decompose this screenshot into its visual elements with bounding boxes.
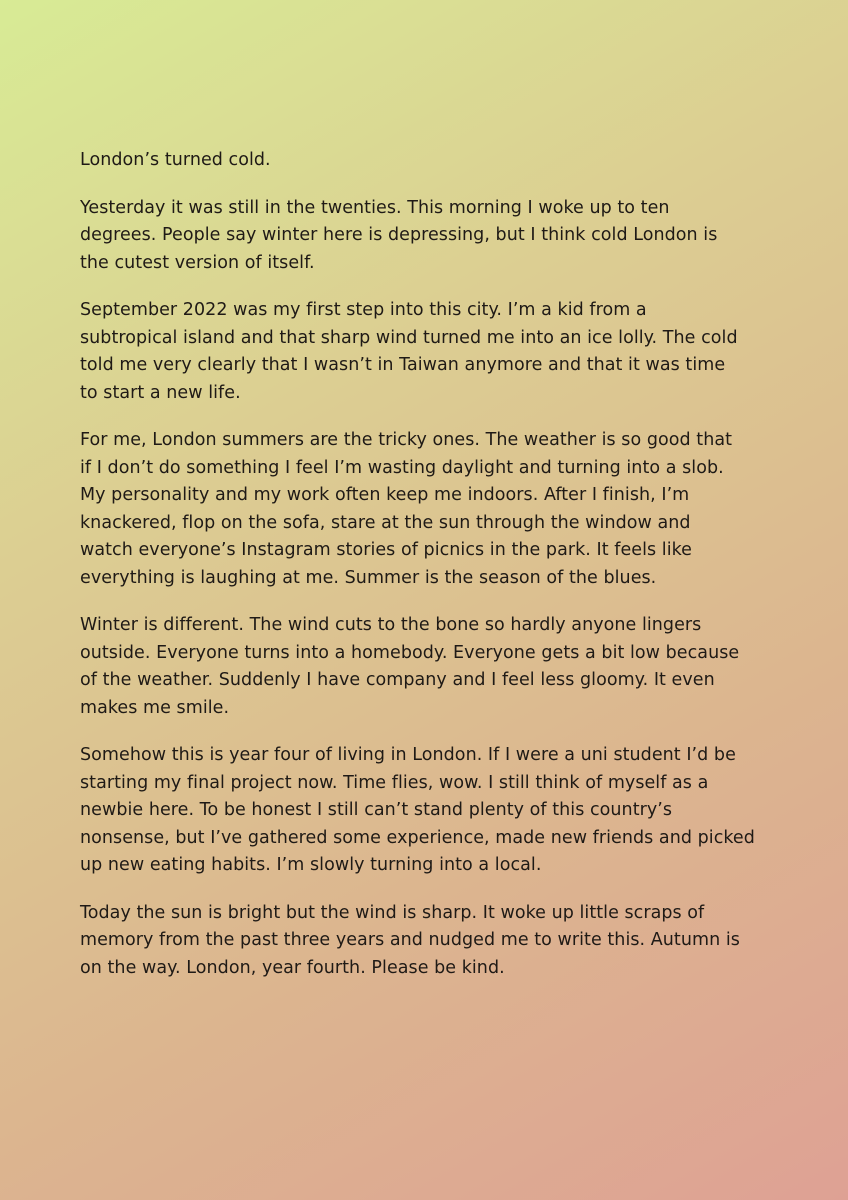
paragraph-closing: Today the sun is bright but the wind is sharp. It woke up little scraps of memory from the past three years and nudged me to write this. Autumn is on the way. London, year fourth. Please be kind. (80, 902, 740, 978)
paragraph-weather: Yesterday it was still in the twenties. This morning I woke up to ten degrees. People say winter here is depressing, but I think cold London is the cutest version of itself. (80, 197, 718, 273)
paragraph-opening: London’s turned cold. (80, 150, 271, 170)
paragraph-winter: Winter is different. The wind cuts to the bone so hardly anyone lingers outside. Everyone turns into a homebody. Everyone gets a bit low because of the weather. Suddenly I have company and I feel less gloomy. It even makes me smile. (80, 615, 740, 718)
document-page (80, 147, 780, 1002)
paragraph-arrival: September 2022 was my first step into this city. I’m a kid from a subtropical island and that sharp wind turned me into an ice lolly. The cold told me very clearly that I wasn’t in Taiwan anymore and that it was time to start a new life. (80, 300, 738, 403)
paragraph-year-four: Somehow this is year four of living in London. If I were a uni student I’d be starting my final project now. Time flies, wow. I still think of myself as a newbie here. To be honest I still can’t stand plenty of this country’s nonsense, but I’ve gathered some experience, made new friends and picked up new eating habits. I’m slowly turning into a local. (80, 745, 755, 875)
paragraph-summer: For me, London summers are the tricky ones. The weather is so good that if I don’t do something I feel I’m wasting daylight and turning into a slob. My personality and my work often keep me indoors. After I finish, I’m knackered, flop on the sofa, stare at the sun through the window and watch everyone’s Instagram stories of picnics in the park. It feels like everything is laughing at me. Summer is the season of the blues. (80, 430, 733, 588)
